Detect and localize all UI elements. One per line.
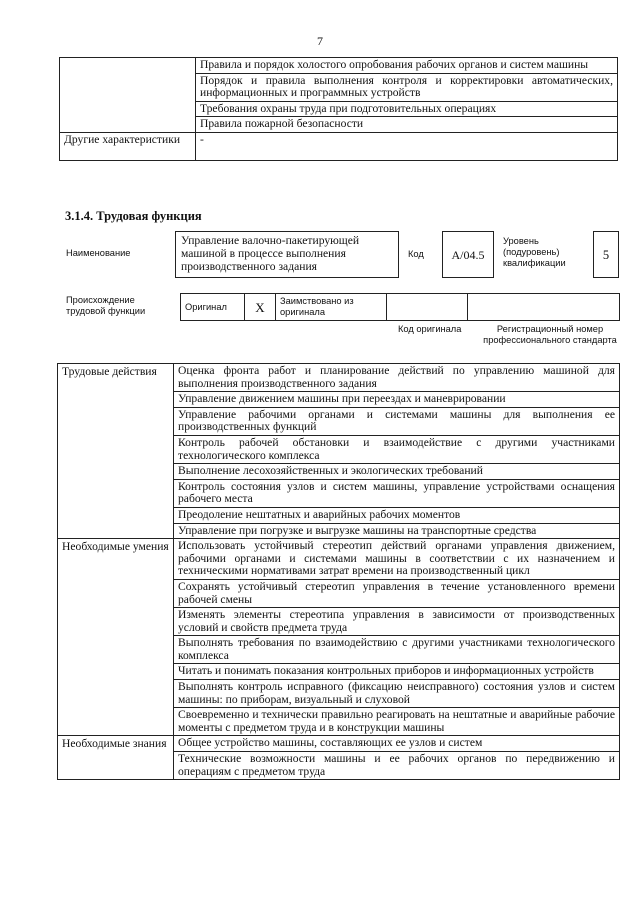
section-heading: 3.1.4. Трудовая функция	[65, 209, 202, 223]
action-item: Преодоление нештатных и аварийных рабочих моментов	[174, 507, 620, 523]
knowledge-item: Технические возможности машины и ее рабочих органов по передвижению и операциям с предметом труда	[174, 752, 620, 780]
original-code-caption: Код оригинала	[398, 324, 462, 334]
skill-item: Выполнять требования по взаимодействию с другими участниками технологического комплекса	[174, 636, 620, 664]
skill-item: Использовать устойчивый стереотип действий органами управления движением, рабочими органами и системами машины в соответствии с их назначением и техническими нормативами затрат времени на производственный цикл	[174, 539, 620, 580]
knowledge-label: Необходимые знания	[58, 736, 174, 780]
skills-label: Необходимые умения	[58, 539, 174, 736]
skill-item: Сохранять устойчивый стереотип управления в течение установленного времени рабочей смены	[174, 579, 620, 607]
continuation-table	[59, 57, 618, 161]
origin-table	[180, 293, 620, 321]
skill-item: Выполнять контроль исправного (фиксацию неисправного) состояния узлов и систем машины: по приборам, визуальный и слуховой	[174, 680, 620, 708]
registration-number-cell	[468, 294, 620, 321]
action-item: Управление движением машины при переездах и маневрировании	[174, 392, 620, 408]
actions-label: Трудовые действия	[58, 364, 174, 539]
skill-item: Читать и понимать показания контрольных приборов и информационных устройств	[174, 664, 620, 680]
action-item: Оценка фронта работ и планирование действий по управлению машиной для выполнения производственного задания	[174, 364, 620, 392]
labor-function-table	[57, 363, 620, 780]
level-value: 5	[593, 231, 619, 278]
original-mark: X	[245, 294, 276, 321]
other-characteristics-label: Другие характеристики	[60, 132, 196, 160]
action-item: Контроль рабочей обстановки и взаимодействие с другими участниками технологического комплекса	[174, 435, 620, 463]
registration-number-caption: Регистрационный номер профессионального стандарта	[483, 324, 617, 345]
knowledge-item: Требования охраны труда при подготовительных операциях	[196, 101, 618, 117]
action-item: Управление при погрузке и выгрузке машины на транспортные средства	[174, 523, 620, 539]
original-code-cell	[387, 294, 468, 321]
knowledge-item: Правила и порядок холостого опробования рабочих органов и систем машины	[196, 58, 618, 74]
skill-item: Изменять элементы стереотипа управления в зависимости от производственных условий и свойств предмета труда	[174, 608, 620, 636]
name-value: Управление валочно-пакетирующей машиной в процессе выполнения производственного задания	[175, 231, 399, 278]
other-characteristics-value: -	[196, 132, 618, 160]
knowledge-item: Общее устройство машины, составляющих ее узлов и систем	[174, 736, 620, 752]
borrowed-label: Заимствовано из оригинала	[276, 294, 387, 321]
action-item: Выполнение лесохозяйственных и экологических требований	[174, 464, 620, 480]
skill-item: Своевременно и технически правильно реагировать на нештатные и аварийные рабочие моменты с предметом труда и в конструкции машины	[174, 708, 620, 736]
origin-label: Происхождение трудовой функции	[66, 295, 146, 316]
knowledge-item: Правила пожарной безопасности	[196, 117, 618, 133]
page-number: 7	[317, 34, 323, 48]
name-label: Наименование	[66, 248, 131, 258]
level-label: Уровень (подуровень) квалификации	[503, 236, 566, 268]
code-label: Код	[408, 249, 424, 259]
knowledge-item: Порядок и правила выполнения контроля и корректировки автоматических, информационных и программных устройств	[196, 73, 618, 101]
code-value: А/04.5	[442, 231, 494, 278]
empty-category-cell	[60, 58, 196, 133]
action-item: Управление рабочими органами и системами машины для выполнения ее производственных функций	[174, 407, 620, 435]
action-item: Контроль состояния узлов и систем машины, управление устройствами оснащения рабочего места	[174, 479, 620, 507]
original-label: Оригинал	[181, 294, 245, 321]
